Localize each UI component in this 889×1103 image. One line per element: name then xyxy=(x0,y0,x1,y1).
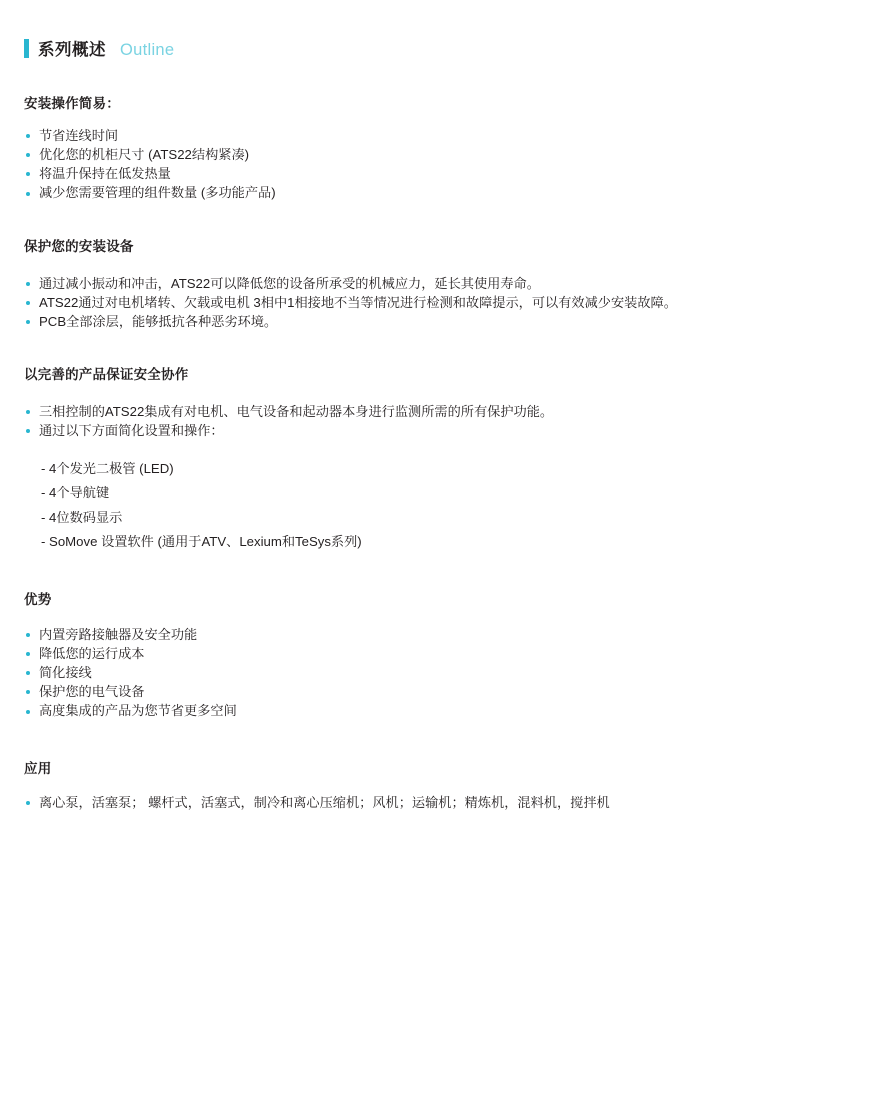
list-item-text: 将温升保持在低发热量 xyxy=(39,166,171,182)
list-item xyxy=(24,625,865,644)
list-item xyxy=(24,274,865,293)
section-install xyxy=(24,92,865,203)
section-heading: 优势 xyxy=(24,591,52,607)
list-item-text: 减少您需要管理的组件数量 (多功能产品) xyxy=(39,185,276,201)
bullet-dot-icon xyxy=(26,172,30,176)
list-item-text: 优化您的机柜尺寸 (ATS22结构紧凑) xyxy=(39,147,250,163)
bullet-dot-icon xyxy=(26,153,30,157)
list-item xyxy=(24,312,865,331)
list-item-text: 简化接线 xyxy=(39,665,92,681)
sub-list-item: - 4位数码显示 xyxy=(41,509,123,525)
list-item-text: 节省连线时间 xyxy=(39,128,119,143)
bullet-dot-icon xyxy=(26,429,30,433)
page-title: 系列概述 xyxy=(38,41,106,59)
sub-list-item: - SoMove 设置软件 (通用于ATV、Lexium和TeSys系列) xyxy=(41,533,362,549)
section-application xyxy=(24,757,865,812)
bullet-dot-icon xyxy=(26,192,30,196)
list-item-text: 通过减小振动和冲击，ATS22可以降低您的设备所承受的机械应力，延长其使用寿命。 xyxy=(39,275,540,291)
list-item xyxy=(24,145,865,164)
section-heading: 应用 xyxy=(24,760,52,776)
list-item xyxy=(24,793,865,812)
list-item-text: PCB全部涂层，能够抵抗各种恶劣环境。 xyxy=(39,313,278,329)
bullet-list xyxy=(24,625,865,721)
list-item xyxy=(24,644,865,663)
bullet-list xyxy=(24,402,865,551)
section-heading: 以完善的产品保证安全协作 xyxy=(24,366,189,382)
bullet-dot-icon xyxy=(26,652,30,656)
page-title-english: Outline xyxy=(120,41,175,59)
list-item xyxy=(24,164,865,183)
list-item xyxy=(24,663,865,682)
bullet-list xyxy=(24,793,865,812)
sub-list-item: - 4个发光二极管 (LED) xyxy=(41,461,174,477)
list-item-text: 内置旁路接触器及安全功能 xyxy=(39,626,198,642)
sub-list-item: - 4个导航键 xyxy=(41,485,110,501)
sub-list xyxy=(39,459,865,551)
list-item xyxy=(24,701,865,720)
bullet-dot-icon xyxy=(26,690,30,694)
list-item xyxy=(24,293,865,312)
list-item-text: 三相控制的ATS22集成有对电机、电气设备和起动器本身进行监测所需的所有保护功能。 xyxy=(39,403,554,419)
bullet-dot-icon xyxy=(26,671,30,675)
list-item xyxy=(24,421,865,551)
section-protect xyxy=(24,235,865,331)
bullet-dot-icon xyxy=(26,801,30,805)
bullet-dot-icon xyxy=(26,134,30,138)
bullet-dot-icon xyxy=(26,633,30,637)
list-item xyxy=(24,126,865,145)
list-item-text: ATS22通过对电机堵转、欠载或电机 3相中1相接地不当等情况进行检测和故障提示，可以有效减少安装故障。 xyxy=(39,294,677,310)
list-item-text: 保护您的电气设备 xyxy=(39,684,145,700)
list-item-text: 通过以下方面简化设置和操作： xyxy=(39,423,224,439)
list-item xyxy=(24,402,865,421)
accent-bar-icon xyxy=(24,39,29,58)
section-heading: 保护您的安装设备 xyxy=(24,238,134,254)
bullet-dot-icon xyxy=(26,282,30,286)
section-advantage xyxy=(24,588,865,721)
bullet-dot-icon xyxy=(26,710,30,714)
list-item-text: 离心泵，活塞泵； 螺杆式，活塞式，制冷和离心压缩机；风机；运输机；精炼机，混料机，搅拌机 xyxy=(39,794,610,810)
list-item xyxy=(24,183,865,202)
bullet-dot-icon xyxy=(26,320,30,324)
bullet-dot-icon xyxy=(26,410,30,414)
bullet-dot-icon xyxy=(26,301,30,305)
section-header xyxy=(24,0,865,66)
list-item xyxy=(24,682,865,701)
bullet-list xyxy=(24,274,865,331)
section-safety xyxy=(24,363,865,551)
section-heading: 安装操作简易： xyxy=(24,96,120,111)
list-item-text: 降低您的运行成本 xyxy=(39,645,145,661)
bullet-list xyxy=(24,126,865,203)
list-item-text: 高度集成的产品为您节省更多空间 xyxy=(39,703,237,719)
